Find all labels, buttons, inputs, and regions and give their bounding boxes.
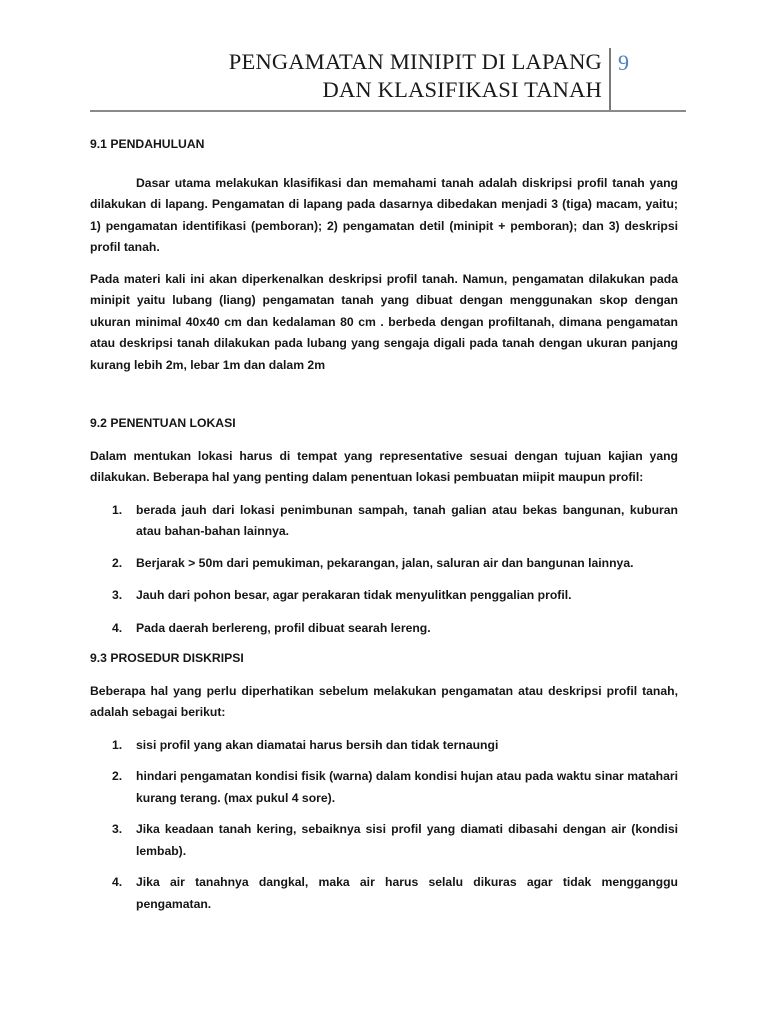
header-rule bbox=[90, 110, 686, 112]
list-item-text: Berjarak > 50m dari pemukiman, pekarangan, jalan, saluran air dan bangunan lainnya. bbox=[136, 555, 634, 570]
list-item-text: hindari pengamatan kondisi fisik (warna) dalam kondisi hujan atau pada waktu sinar matahari kurang terang. (max pukul 4 sore). bbox=[136, 769, 678, 805]
header-divider bbox=[609, 48, 611, 110]
list-item bbox=[90, 553, 678, 575]
list-item bbox=[90, 766, 678, 809]
list-item-number: 1. bbox=[112, 502, 123, 517]
section-heading-prosedur-diskripsi: 9.3 PROSEDUR DISKRIPSI bbox=[90, 651, 244, 665]
list-lokasi bbox=[90, 500, 678, 640]
header-title-line2: DAN KLASIFIKASI TANAH bbox=[322, 77, 602, 102]
list-item-text: sisi profil yang akan diamatai harus bersih dan tidak ternaungi bbox=[136, 737, 499, 752]
paragraph-minipit: Pada materi kali ini akan diperkenalkan deskripsi profil tanah. Namun, pengamatan dilakukan pada minipit yaitu lubang (liang) pengamatan tanah yang dibuat dengan menggunakan skop dengan ukuran minimal 40x40 cm dan kedalaman 80 cm . berbeda dengan profiltanah, dimana pengamatan atau deskripsi tanah dilakukan pada lubang yang sengaja digali pada tanah dengan ukuran panjang kurang lebih 2m, lebar 1m dan dalam 2m bbox=[90, 271, 678, 372]
chapter-number: 9 bbox=[618, 50, 629, 75]
list-item bbox=[90, 585, 678, 607]
list-item-text: berada jauh dari lokasi penimbunan sampah, tanah galian atau bekas bangunan, kuburan atau bahan-bahan lainnya. bbox=[136, 502, 678, 538]
list-item bbox=[90, 618, 678, 640]
paragraph-intro: Dasar utama melakukan klasifikasi dan memahami tanah adalah diskripsi profil tanah yang dilakukan di lapang. Pengamatan di lapang pada dasarnya dibedakan menjadi 3 (tiga) macam, yaitu; 1) pengamatan identifikasi (pemboran); 2) pengamatan detil (minipit + pemboran); dan 3) deskripsi profil tanah. bbox=[90, 175, 678, 254]
paragraph-prosedur-intro: Beberapa hal yang perlu diperhatikan sebelum melakukan pengamatan atau deskripsi profil tanah, adalah sebagai berikut: bbox=[90, 683, 678, 719]
list-item-number: 4. bbox=[112, 875, 123, 889]
list-item-number: 2. bbox=[112, 555, 123, 570]
document-body bbox=[90, 134, 678, 915]
list-item bbox=[90, 500, 678, 543]
header-title bbox=[82, 48, 602, 104]
list-item bbox=[90, 819, 678, 862]
section-heading-pendahuluan: 9.1 PENDAHULUAN bbox=[90, 137, 205, 151]
header-title-line1: PENGAMATAN MINIPIT DI LAPANG bbox=[228, 49, 602, 74]
list-item-text: Pada daerah berlereng, profil dibuat searah lereng. bbox=[136, 620, 431, 635]
paragraph-lokasi-intro: Dalam mentukan lokasi harus di tempat yang representative sesuai dengan tujuan kajian yang dilakukan. Beberapa hal yang penting dalam penentuan lokasi pembuatan miipit maupun profil: bbox=[90, 448, 678, 484]
list-item-text: Jika air tanahnya dangkal, maka air harus selalu dikuras agar tidak mengganggu pengamatan. bbox=[136, 875, 678, 911]
list-item-number: 3. bbox=[112, 822, 123, 836]
list-item-text: Jauh dari pohon besar, agar perakaran tidak menyulitkan penggalian profil. bbox=[136, 588, 572, 602]
list-item-number: 1. bbox=[112, 737, 123, 752]
section-heading-penentuan-lokasi: 9.2 PENENTUAN LOKASI bbox=[90, 416, 236, 430]
list-item-number: 2. bbox=[112, 769, 123, 783]
list-item-number: 4. bbox=[112, 620, 123, 635]
list-prosedur bbox=[90, 735, 678, 916]
list-item-number: 3. bbox=[112, 588, 123, 602]
list-item-text: Jika keadaan tanah kering, sebaiknya sisi profil yang diamati dibasahi dengan air (kondisi lembab). bbox=[136, 822, 678, 858]
list-item bbox=[90, 735, 678, 757]
list-item bbox=[90, 872, 678, 915]
page-header bbox=[90, 48, 680, 110]
